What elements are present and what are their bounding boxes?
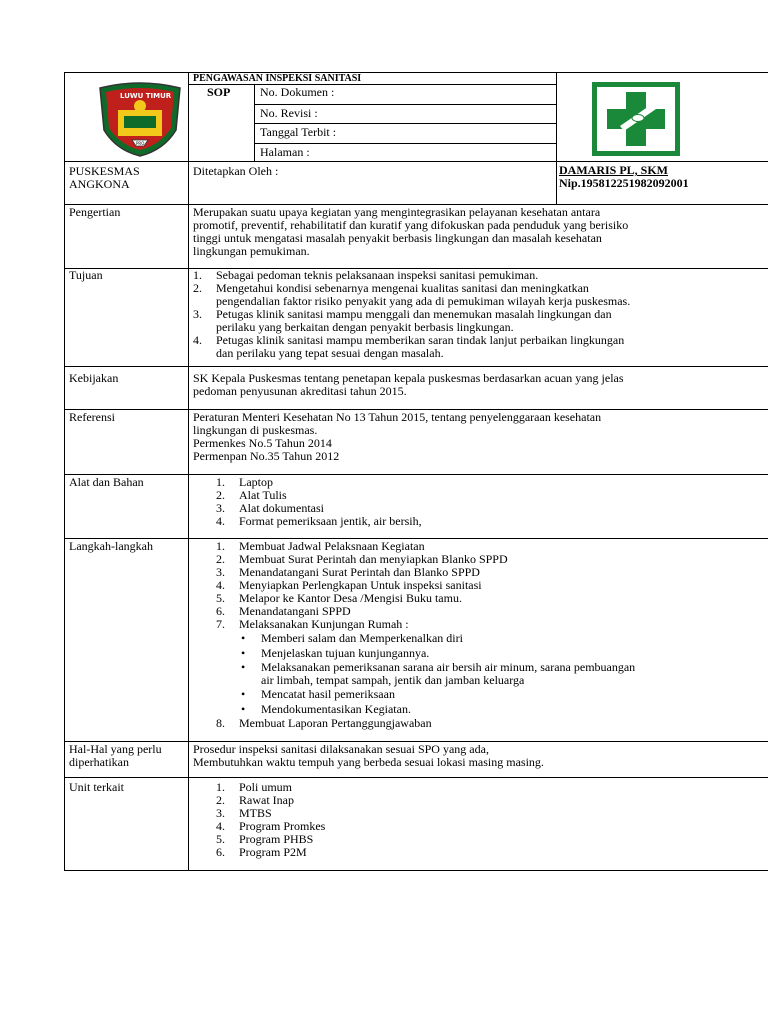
sop-label: SOP (207, 85, 231, 99)
luwu-timur-logo (94, 80, 186, 158)
row-label-referensi: Referensi (69, 410, 115, 424)
field-tanggal-terbit: Tanggal Terbit : (260, 125, 337, 139)
row-label-langkah: Langkah-langkah (69, 539, 153, 553)
org-name: PUSKESMAS (69, 164, 140, 178)
row-label-halhal: Hal-Hal yang perlu (69, 742, 162, 756)
row-label-tujuan: Tujuan (69, 268, 103, 282)
field-no-dokumen: No. Dokumen : (260, 85, 335, 99)
document-title: PENGAWASAN INSPEKSI SANITASI (193, 73, 362, 84)
row-label-kebijakan: Kebijakan (69, 371, 119, 385)
field-no-revisi: No. Revisi : (260, 106, 318, 120)
puskesmas-cross-logo (592, 82, 680, 156)
row-label-halhal-2: diperhatikan (69, 755, 129, 769)
row-label-pengertian: Pengertian (69, 205, 121, 219)
org-name-2: ANGKONA (69, 177, 130, 191)
svg-text:LUWU TIMUR: LUWU TIMUR (120, 92, 172, 100)
svg-text:PRO: PRO (136, 141, 145, 146)
field-halaman: Halaman : (260, 145, 310, 159)
signer-name: DAMARIS PL, SKM (559, 163, 669, 177)
row-label-alat: Alat dan Bahan (69, 475, 144, 489)
signer-nip: Nip.195812251982092001 (559, 176, 689, 190)
row-label-unit: Unit terkait (69, 780, 124, 794)
ditetapkan-label: Ditetapkan Oleh : (193, 164, 279, 178)
